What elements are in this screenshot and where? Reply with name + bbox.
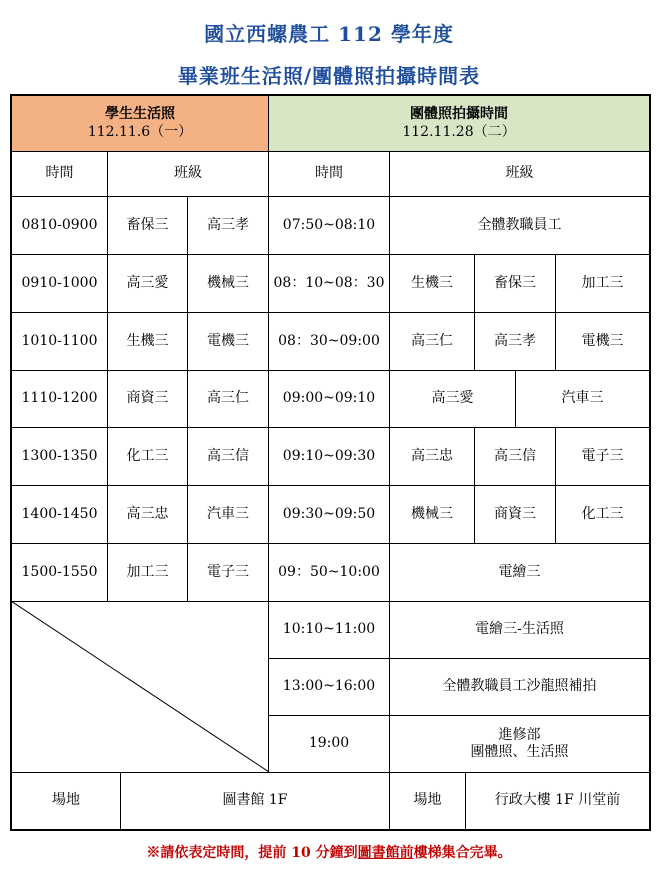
right-row-class: 機械三 xyxy=(389,485,475,544)
left-section-date: 112.11.6（一） xyxy=(87,123,193,140)
right-row-time: 09:30~09:50 xyxy=(268,485,390,544)
left-row-time: 1300-1350 xyxy=(11,427,108,486)
left-row-class: 畜保三 xyxy=(107,196,188,255)
left-row-class: 高三忠 xyxy=(107,485,188,544)
evening-division-detail: 團體照、生活照 xyxy=(470,744,569,760)
left-row-class: 加工三 xyxy=(107,543,188,602)
right-row-time: 09:10~09:30 xyxy=(268,427,390,486)
left-row-class: 機械三 xyxy=(187,254,269,313)
right-section-date: 112.11.28（二） xyxy=(402,123,516,140)
left-section-title: 學生生活照 xyxy=(105,106,175,122)
left-row-class: 電機三 xyxy=(187,312,269,371)
left-row-class: 電子三 xyxy=(187,543,269,602)
right-row-class: 加工三 xyxy=(555,254,650,313)
left-class-header: 班級 xyxy=(107,151,269,197)
left-time-header: 時間 xyxy=(11,151,108,197)
right-row-time: 08：30~09:00 xyxy=(268,312,390,371)
venue-right: 行政大樓 1F 川堂前 xyxy=(465,772,650,830)
left-row-class: 高三愛 xyxy=(107,254,188,313)
right-time-header: 時間 xyxy=(268,151,390,197)
right-row-time: 19:00 xyxy=(268,715,390,773)
footer-note xyxy=(0,842,658,862)
left-row-class: 汽車三 xyxy=(187,485,269,544)
left-row-time: 1110-1200 xyxy=(11,370,108,428)
venue-left: 圖書館 1F xyxy=(120,772,390,830)
diagonal-line xyxy=(11,601,269,772)
left-section-header xyxy=(11,95,269,152)
left-row-class: 高三信 xyxy=(187,427,269,486)
right-section-title: 團體照拍攝時間 xyxy=(410,106,508,122)
right-row-class: 電繪三 xyxy=(389,543,650,602)
left-row-class: 化工三 xyxy=(107,427,188,486)
evening-division-label: 進修部 xyxy=(498,726,541,743)
right-row-class: 畜保三 xyxy=(474,254,556,313)
right-row-class: 生機三 xyxy=(389,254,475,313)
right-row-time: 13:00~16:00 xyxy=(268,658,390,716)
venue-label-right: 場地 xyxy=(389,772,466,830)
right-row-class: 全體教職員工 xyxy=(389,196,650,255)
right-row-time: 10:10~11:00 xyxy=(268,601,390,659)
right-row-class: 高三忠 xyxy=(389,427,475,486)
right-row-class: 全體教職員工沙龍照補拍 xyxy=(389,658,650,716)
right-row-time: 08：10~08：30 xyxy=(268,254,390,313)
right-row-class: 化工三 xyxy=(555,485,650,544)
right-row-class: 高三信 xyxy=(474,427,556,486)
right-class-header: 班級 xyxy=(389,151,650,197)
note-prefix: ※請依表定時間，提前 10 分鐘到 xyxy=(146,845,358,861)
right-row-time: 07:50~08:10 xyxy=(268,196,390,255)
left-row-time: 0810-0900 xyxy=(11,196,108,255)
page-subtitle: 畢業班生活照/團體照拍攝時間表 xyxy=(177,64,481,88)
right-row-class: 高三仁 xyxy=(389,312,475,371)
left-row-class: 生機三 xyxy=(107,312,188,371)
page-title: 國立西螺農工 112 學年度 xyxy=(204,22,454,46)
left-row-class: 高三仁 xyxy=(187,370,269,428)
left-row-class: 高三孝 xyxy=(187,196,269,255)
right-row-class: 高三孝 xyxy=(474,312,556,371)
left-row-time: 0910-1000 xyxy=(11,254,108,313)
right-row-class: 汽車三 xyxy=(515,370,650,428)
right-row-class: 電子三 xyxy=(555,427,650,486)
left-row-time: 1400-1450 xyxy=(11,485,108,544)
venue-label-left: 場地 xyxy=(11,772,121,830)
right-row-class: 電繪三-生活照 xyxy=(389,601,650,659)
left-row-class: 商資三 xyxy=(107,370,188,428)
right-row-class: 電機三 xyxy=(555,312,650,371)
left-row-time: 1010-1100 xyxy=(11,312,108,371)
note-suffix: 樓梯集合完畢。 xyxy=(413,845,512,861)
right-row-class: 商資三 xyxy=(474,485,556,544)
right-row-class: 高三愛 xyxy=(389,370,516,428)
note-place: 圖書館前 xyxy=(357,845,414,861)
right-row-time: 09:00~09:10 xyxy=(268,370,390,428)
right-row-class xyxy=(389,715,650,773)
right-row-time: 09：50~10:00 xyxy=(268,543,390,602)
right-section-header xyxy=(268,95,650,152)
left-row-time: 1500-1550 xyxy=(11,543,108,602)
